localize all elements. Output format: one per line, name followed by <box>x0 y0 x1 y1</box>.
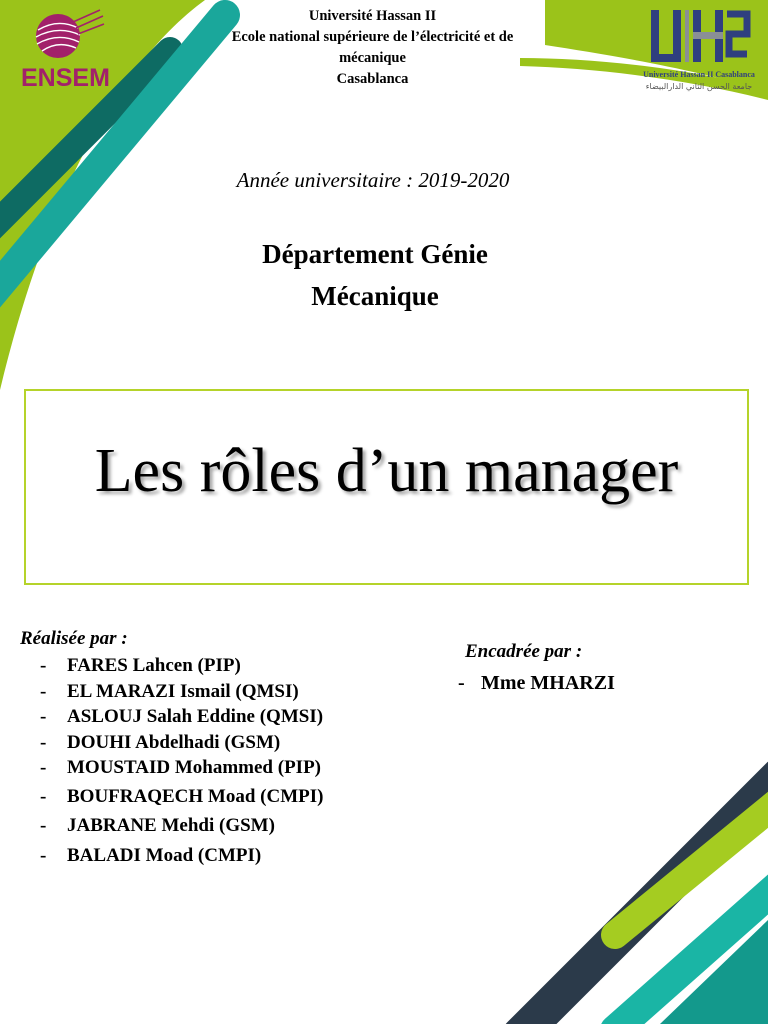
list-item <box>40 732 280 754</box>
list-item <box>40 786 323 808</box>
list-item <box>40 681 299 703</box>
city-name: Casablanca <box>336 71 409 87</box>
department-line1: Département Génie <box>262 239 488 269</box>
author-name: FARES Lahcen (PIP) <box>67 655 241 676</box>
list-dash: - <box>40 786 47 807</box>
ensem-logo-text: ENSEM <box>21 64 110 92</box>
list-dash: - <box>40 681 47 702</box>
school-name-line2: mécanique <box>339 50 406 66</box>
list-dash: - <box>458 672 465 694</box>
author-name: MOUSTAID Mohammed (PIP) <box>67 757 322 778</box>
author-name: BOUFRAQECH Moad (CMPI) <box>67 786 324 807</box>
university-name: Université Hassan II <box>308 8 437 24</box>
uh2c-logo <box>645 4 753 74</box>
list-dash: - <box>40 706 47 727</box>
list-item <box>40 757 321 779</box>
list-dash: - <box>40 815 47 836</box>
supervisor <box>458 672 615 695</box>
author-name: ASLOUJ Salah Eddine (QMSI) <box>67 706 324 727</box>
academic-year: Année universitaire : 2019-2020 <box>236 168 510 192</box>
department-line2: Mécanique <box>311 281 439 311</box>
title-box <box>24 389 749 585</box>
list-item <box>40 815 275 837</box>
list-dash: - <box>40 732 47 753</box>
list-dash: - <box>40 655 47 676</box>
list-item <box>40 845 261 867</box>
school-name-line1: Ecole national supérieure de l’électricité et de <box>231 29 514 45</box>
department-name <box>0 233 750 317</box>
supervisor-name: Mme MHARZI <box>481 672 615 694</box>
uh2c-arabic-caption: جامعة الحسن الثاني الدارالبيضاء <box>645 82 753 91</box>
made-by-label: Réalisée par : <box>20 628 128 649</box>
list-item <box>40 706 323 728</box>
institution-header <box>200 6 545 90</box>
list-dash: - <box>40 757 47 778</box>
uh2c-caption: Université Hassan II Casablanca <box>643 70 755 79</box>
supervised-by-label: Encadrée par : <box>465 641 583 662</box>
author-name: DOUHI Abdelhadi (GSM) <box>67 732 281 753</box>
author-name: BALADI Moad (CMPI) <box>67 845 262 866</box>
document-title: Les rôles d’un manager <box>94 437 679 505</box>
author-name: JABRANE Mehdi (GSM) <box>67 815 275 836</box>
list-dash: - <box>40 845 47 866</box>
author-name: EL MARAZI Ismail (QMSI) <box>67 681 299 702</box>
list-item <box>40 655 241 677</box>
